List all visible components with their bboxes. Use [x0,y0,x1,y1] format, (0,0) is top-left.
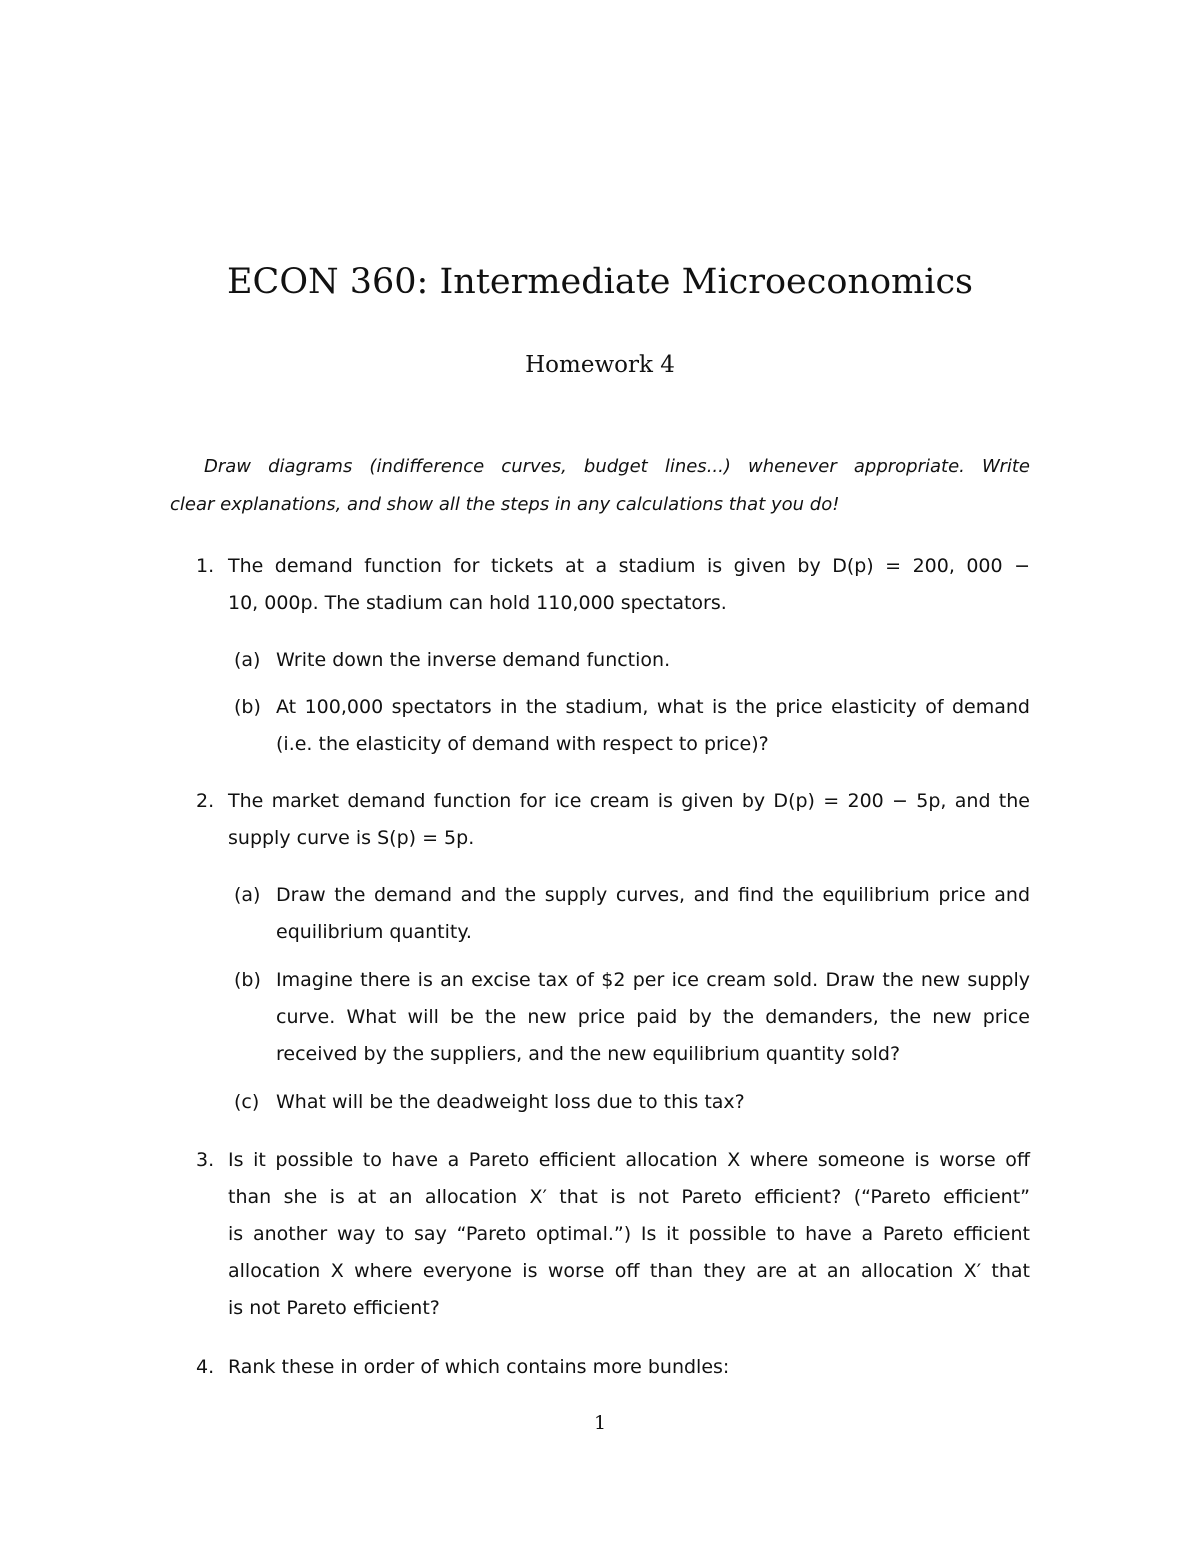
part-text-line: received by the suppliers, and the new equilibrium quantity sold? [276,1043,901,1065]
question-2c [234,1084,1030,1121]
document-subtitle: Homework 4 [525,352,675,378]
instructions-line-1: Draw diagrams (indifference curves, budget lines...) whenever appropriate. Write [204,456,1030,477]
question-text-line: The demand function for tickets at a stadium is given by D(p) = 200, 000 − [228,555,1030,577]
part-text-line: At 100,000 spectators in the stadium, what is the price elasticity of demand [276,696,1030,718]
part-text-line: Draw the demand and the supply curves, and find the equilibrium price and [276,884,1030,906]
part-label: (b) [234,969,261,991]
question-text-line: 10, 000p. The stadium can hold 110,000 spectators. [228,592,727,614]
question-4 [196,1349,1030,1386]
question-text-line: The market demand function for ice cream is given by D(p) = 200 − 5p, and the [228,790,1030,812]
part-text-line: What will be the deadweight loss due to this tax? [276,1091,745,1113]
question-1 [196,548,1030,622]
part-text-line: Write down the inverse demand function. [276,649,671,671]
part-label: (b) [234,696,261,718]
question-2a [234,877,1030,951]
part-text-line: (i.e. the elasticity of demand with respect to price)? [276,733,769,755]
question-number: 1. [196,555,215,577]
question-text-line: is another way to say “Pareto optimal.”) Is it possible to have a Pareto efficient [228,1223,1030,1245]
question-number: 3. [196,1149,215,1171]
page-number: 1 [593,1412,607,1434]
part-label: (c) [234,1091,260,1113]
question-text-line: is not Pareto efficient? [228,1297,440,1319]
question-text-line: Rank these in order of which contains more bundles: [228,1356,730,1378]
question-2b [234,962,1030,1073]
question-number: 2. [196,790,215,812]
part-text-line: equilibrium quantity. [276,921,472,943]
part-text-line: Imagine there is an excise tax of $2 per ice cream sold. Draw the new supply [276,969,1030,991]
part-label: (a) [234,884,261,906]
instructions [170,448,1030,524]
question-3 [196,1142,1030,1327]
document-title: ECON 360: Intermediate Microeconomics [226,262,974,302]
question-1a [234,642,1030,679]
question-text-line: than she is at an allocation X′ that is not Pareto efficient? (“Pareto efficient” [228,1186,1030,1208]
question-text-line: Is it possible to have a Pareto efficient allocation X where someone is worse off [228,1149,1030,1171]
question-2 [196,783,1030,857]
question-text-line: allocation X where everyone is worse off than they are at an allocation X′ that [228,1260,1030,1282]
question-1b [234,689,1030,763]
question-number: 4. [196,1356,215,1378]
instructions-line-2: clear explanations, and show all the steps in any calculations that you do! [170,494,840,515]
part-label: (a) [234,649,261,671]
question-text-line: supply curve is S(p) = 5p. [228,827,475,849]
part-text-line: curve. What will be the new price paid by the demanders, the new price [276,1006,1030,1028]
